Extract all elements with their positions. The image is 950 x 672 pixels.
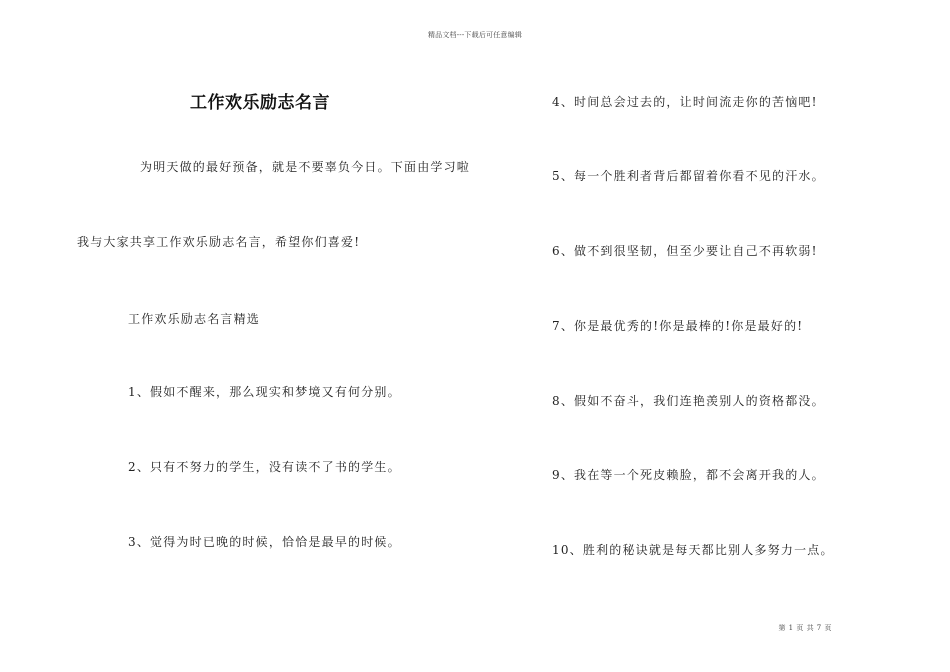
quote-item: 2、只有不努力的学生，没有读不了书的学生。 xyxy=(128,460,401,474)
section-heading: 工作欢乐励志名言精选 xyxy=(128,312,261,326)
quote-item: 9、我在等一个死皮赖脸，都不会离开我的人。 xyxy=(552,468,825,482)
intro-line-1: 为明天做的最好预备，就是不要辜负今日。下面由学习啦 xyxy=(140,160,471,174)
intro-line-2: 我与大家共享工作欢乐励志名言，希望你们喜爱! xyxy=(77,235,361,249)
quote-item: 8、假如不奋斗，我们连艳羡别人的资格都没。 xyxy=(552,394,825,408)
quote-item: 10、胜利的秘诀就是每天都比别人多努力一点。 xyxy=(552,543,834,557)
quote-item: 3、觉得为时已晚的时候，恰恰是最早的时候。 xyxy=(128,535,401,549)
quote-item: 4、时间总会过去的，让时间流走你的苦恼吧! xyxy=(552,95,818,109)
page-number: 第 1 页 共 7 页 xyxy=(778,624,832,632)
quote-item: 7、你是最优秀的!你是最棒的!你是最好的! xyxy=(552,319,804,333)
page-header-note: 精品文档---下载后可任意编辑 xyxy=(427,31,523,39)
quote-item: 5、每一个胜利者背后都留着你看不见的汗水。 xyxy=(552,169,825,183)
document-title: 工作欢乐励志名言 xyxy=(190,93,330,113)
quote-item: 1、假如不醒来，那么现实和梦境又有何分别。 xyxy=(128,385,401,399)
quote-item: 6、做不到很坚韧，但至少要让自己不再软弱! xyxy=(552,244,818,258)
